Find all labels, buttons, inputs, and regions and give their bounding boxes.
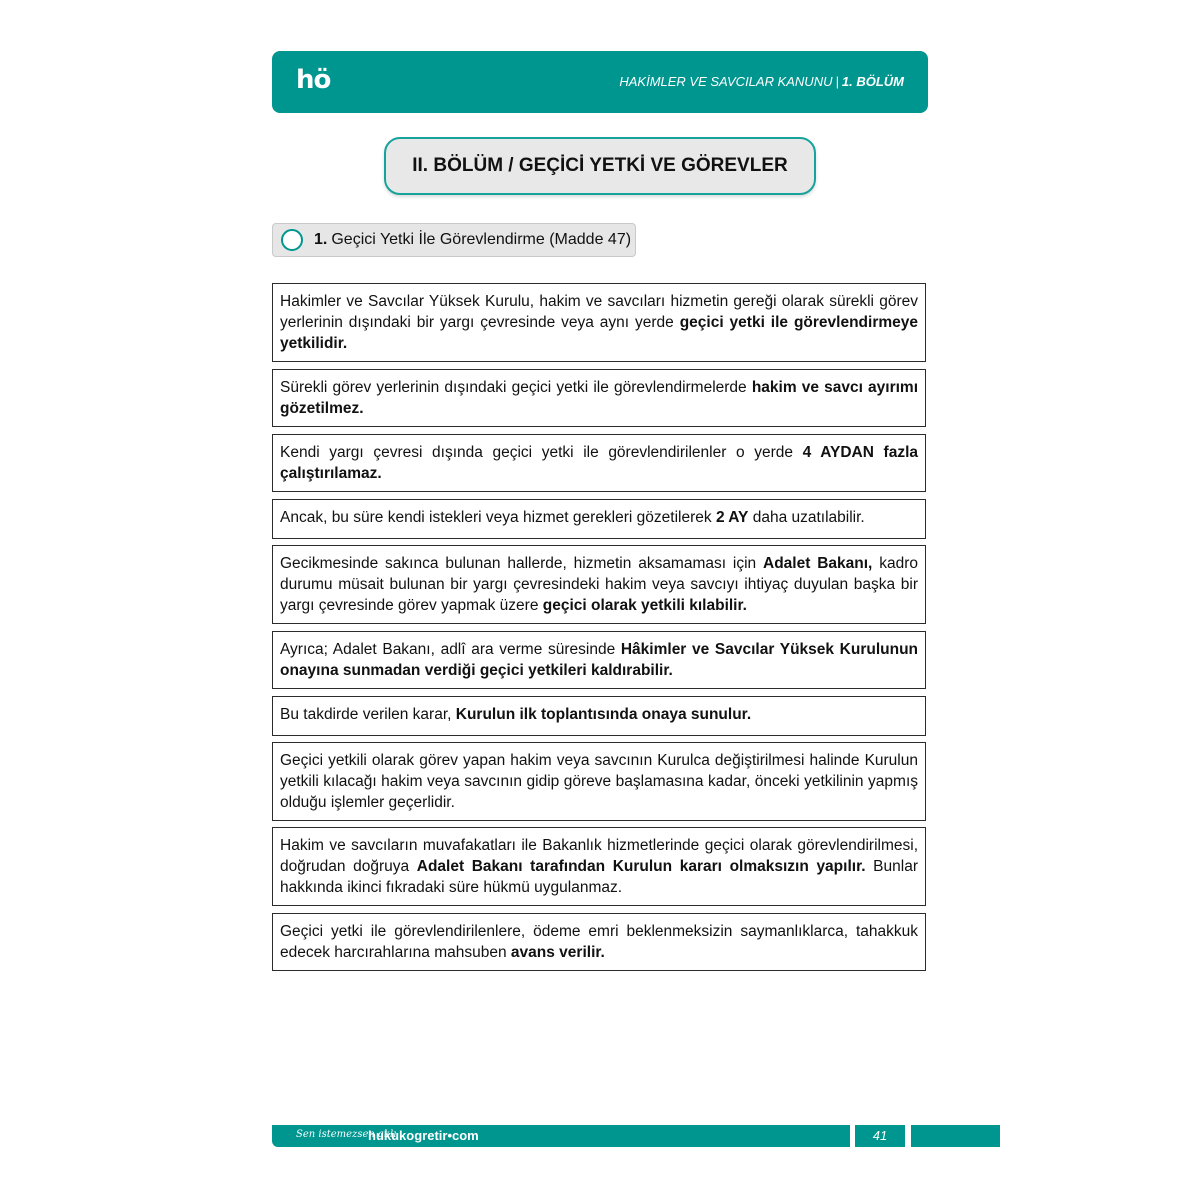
- page-header: [272, 51, 928, 113]
- emphasized-text: Hâkimler ve Savcılar Yüksek Kurulunun onayına sunmadan verdiği geçici yetkileri kaldırabilir.: [280, 641, 919, 679]
- emphasized-text: geçici olarak yetkili kılabilir.: [542, 597, 747, 614]
- subsection-heading: [272, 223, 636, 257]
- body-text: daha uzatılabilir.: [748, 509, 865, 526]
- emphasized-text: 4 AYDAN fazla çalıştırılamaz.: [280, 444, 918, 482]
- emphasized-text: Kurulun ilk toplantısında onaya sunulur.: [455, 706, 752, 723]
- footer-slogan: Sen istemezsen aklı: [296, 1129, 397, 1140]
- running-header: [619, 74, 904, 90]
- article-box: [272, 696, 926, 736]
- emphasized-text: Adalet Bakanı tarafından Kurulun kararı olmaksızın yapılır.: [416, 858, 866, 875]
- article-box: [272, 545, 926, 624]
- body-text: Geçici yetkili olarak görev yapan hakim veya savcının Kurulca değiştirilmesi halinde Kurulun yetkili kılacağı hakim veya savcının gidip göreve başlamasına kadar, önceki yetkilinin yapmış olduğu işlemler geçerlidir.: [280, 752, 918, 811]
- page-number: 41: [855, 1125, 905, 1147]
- article-box: [272, 369, 926, 427]
- article-box: [272, 283, 926, 362]
- body-text: Ayrıca; Adalet Bakanı, adlî ara verme süresinde: [280, 641, 621, 658]
- emphasized-text: 2 AY: [715, 509, 749, 526]
- header-separator: |: [835, 74, 839, 89]
- body-text: Sürekli görev yerlerinin dışındaki geçici yetki ile görevlendirmelerde: [280, 379, 752, 396]
- body-text: Geçici yetki ile görevlendirilenlere, ödeme emri beklenmeksizin saymanlıklarca, tahakkuk edecek harcırahlarına mahsuben: [280, 923, 918, 961]
- article-box: [272, 434, 926, 492]
- emphasized-text: avans verilir.: [510, 944, 605, 961]
- chapter-label: 1. BÖLÜM: [841, 74, 904, 89]
- subsection-number: 1.: [314, 231, 328, 248]
- footer-website: hukukogretir•com: [368, 1128, 479, 1143]
- circle-bullet-icon: [281, 229, 303, 251]
- article-box: [272, 913, 926, 971]
- footer-bar: [272, 1125, 850, 1147]
- article-box: [272, 742, 926, 821]
- body-text: kadro durumu müsait bulunan bir yargı çevresindeki hakim veya savcıyı ihtiyaç duyulan başka bir yargı çevresinde görev yapmak üzere: [280, 555, 918, 614]
- body-text: Gecikmesinde sakınca bulunan hallerde, hizmetin aksamaması için: [280, 555, 764, 572]
- body-text: Kendi yargı çevresi dışında geçici yetki ile görevlendirilenler o yerde: [280, 444, 803, 461]
- article-box: [272, 827, 926, 906]
- body-text: Bu takdirde verilen karar,: [280, 706, 456, 723]
- body-text: Bunlar hakkında ikinci fıkradaki süre hükmü uygulanmaz.: [280, 858, 918, 896]
- emphasized-text: hakim ve savcı ayırımı gözetilmez.: [280, 379, 919, 417]
- emphasized-text: Adalet Bakanı,: [763, 555, 873, 572]
- brand-logo: hö: [296, 65, 331, 95]
- section-title: II. BÖLÜM / GEÇİCİ YETKİ VE GÖREVLER: [384, 137, 816, 195]
- article-box: [272, 631, 926, 689]
- body-text: Ancak, bu süre kendi istekleri veya hizmet gerekleri gözetilerek: [280, 509, 716, 526]
- subsection-title: Geçici Yetki İle Görevlendirme (Madde 47): [331, 231, 632, 248]
- footer-tail-bar: [911, 1125, 1000, 1147]
- body-text: Hakim ve savcıların muvafakatları ile Bakanlık hizmetlerinde geçici olarak görevlendirilmesi, doğrudan doğruya: [280, 837, 918, 875]
- book-title: HAKİMLER VE SAVCILAR KANUNU: [619, 74, 833, 89]
- article-box: [272, 499, 926, 539]
- emphasized-text: geçici yetki ile görevlendirmeye yetkilidir.: [280, 314, 919, 352]
- body-text: Hakimler ve Savcılar Yüksek Kurulu, hakim ve savcıları hizmetin gereği olarak sürekli görev yerlerinin dışındaki bir yargı çevresinde veya aynı yerde: [280, 293, 918, 331]
